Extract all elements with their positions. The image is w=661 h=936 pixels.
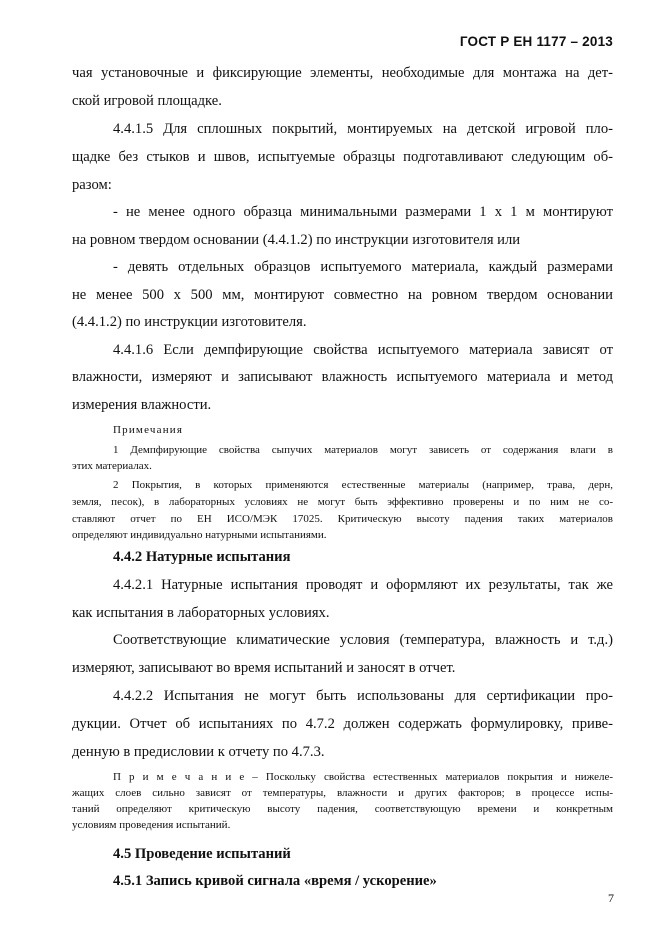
section-heading: 4.5 Проведение испытаний	[113, 846, 291, 862]
notes-heading: Примечания	[113, 424, 184, 436]
note-line: 1 Демпфирующие свойства сыпучих материалов могут зависеть от содержания влаги в	[113, 444, 613, 456]
note-line: условиям проведения испытаний.	[72, 819, 231, 831]
paragraph-start: 4.4.2.1 Натурные испытания проводят и оформляют их результаты, так же	[113, 577, 613, 593]
paragraph-start: 4.4.1.6 Если демпфирующие свойства испытуемого материала зависят от	[113, 342, 613, 358]
note-line: земля, песок), в лабораторных условиях не могут быть эффективно проверены и по ним не со-	[72, 496, 613, 508]
document-header: ГОСТ Р ЕН 1177 – 2013	[459, 34, 613, 49]
paragraph-start: Соответствующие климатические условия (температура, влажность и т.д.)	[113, 632, 613, 648]
text-line: измеряют, записывают во время испытаний и заносят в отчет.	[72, 660, 456, 676]
text-line: не менее 500 х 500 мм, монтируют совместно на ровном твердом основании	[72, 287, 613, 303]
text-line: дукции. Отчет об испытаниях по 4.7.2 должен содержать формулировку, приве-	[72, 716, 613, 732]
text-line: денную в предисловии к отчету по 4.7.3.	[72, 744, 325, 760]
list-item: - не менее одного образца минимальными размерами 1 х 1 м монтируют	[113, 204, 613, 220]
subsection-heading: 4.5.1 Запись кривой сигнала «время / ускорение»	[113, 873, 437, 889]
text-line: на ровном твердом основании (4.4.1.2) по инструкции изготовителя или	[72, 232, 521, 248]
note-line: таний определяют критическую высоту падения, соответствующую времени и конкретным	[72, 803, 613, 815]
text-line: чая установочные и фиксирующие элементы, необходимые для монтажа на дет-	[72, 65, 613, 81]
text-line: (4.4.1.2) по инструкции изготовителя.	[72, 314, 307, 330]
note-line: определяют индивидуально натурными испытаниями.	[72, 529, 327, 541]
text-line: как испытания в лабораторных условиях.	[72, 605, 330, 621]
text-line: ской игровой площадке.	[72, 93, 222, 109]
text-line: щадке без стыков и швов, испытуемые образцы подготавливают следующим об-	[72, 149, 613, 165]
paragraph-start: 4.4.2.2 Испытания не могут быть использованы для сертификации про-	[113, 688, 613, 704]
text-line: разом:	[72, 177, 112, 193]
paragraph-start: 4.4.1.5 Для сплошных покрытий, монтируемых на детской игровой пло-	[113, 121, 613, 137]
section-heading: 4.4.2 Натурные испытания	[113, 549, 291, 565]
text-line: измерения влажности.	[72, 397, 212, 413]
text-line: влажности, измеряют и записывают влажность испытуемого материала и метод	[72, 369, 613, 385]
note-line: жащих слоев сильно зависят от температуры, влажности и других факторов; в процессе испы-	[72, 787, 613, 799]
note-line: этих материалах.	[72, 460, 152, 472]
note-line: П р и м е ч а н и е – Поскольку свойства естественных материалов покрытия и нижеле-	[113, 771, 613, 783]
note-line: 2 Покрытия, в которых применяются естественные материалы (например, трава, дерн,	[113, 479, 613, 491]
list-item: - девять отдельных образцов испытуемого материала, каждый размерами	[113, 259, 613, 275]
page-number: 7	[608, 891, 614, 905]
note-line: ставляют отчет по ЕН ИСО/МЭК 17025. Критическую высоту падения таких материалов	[72, 513, 613, 525]
